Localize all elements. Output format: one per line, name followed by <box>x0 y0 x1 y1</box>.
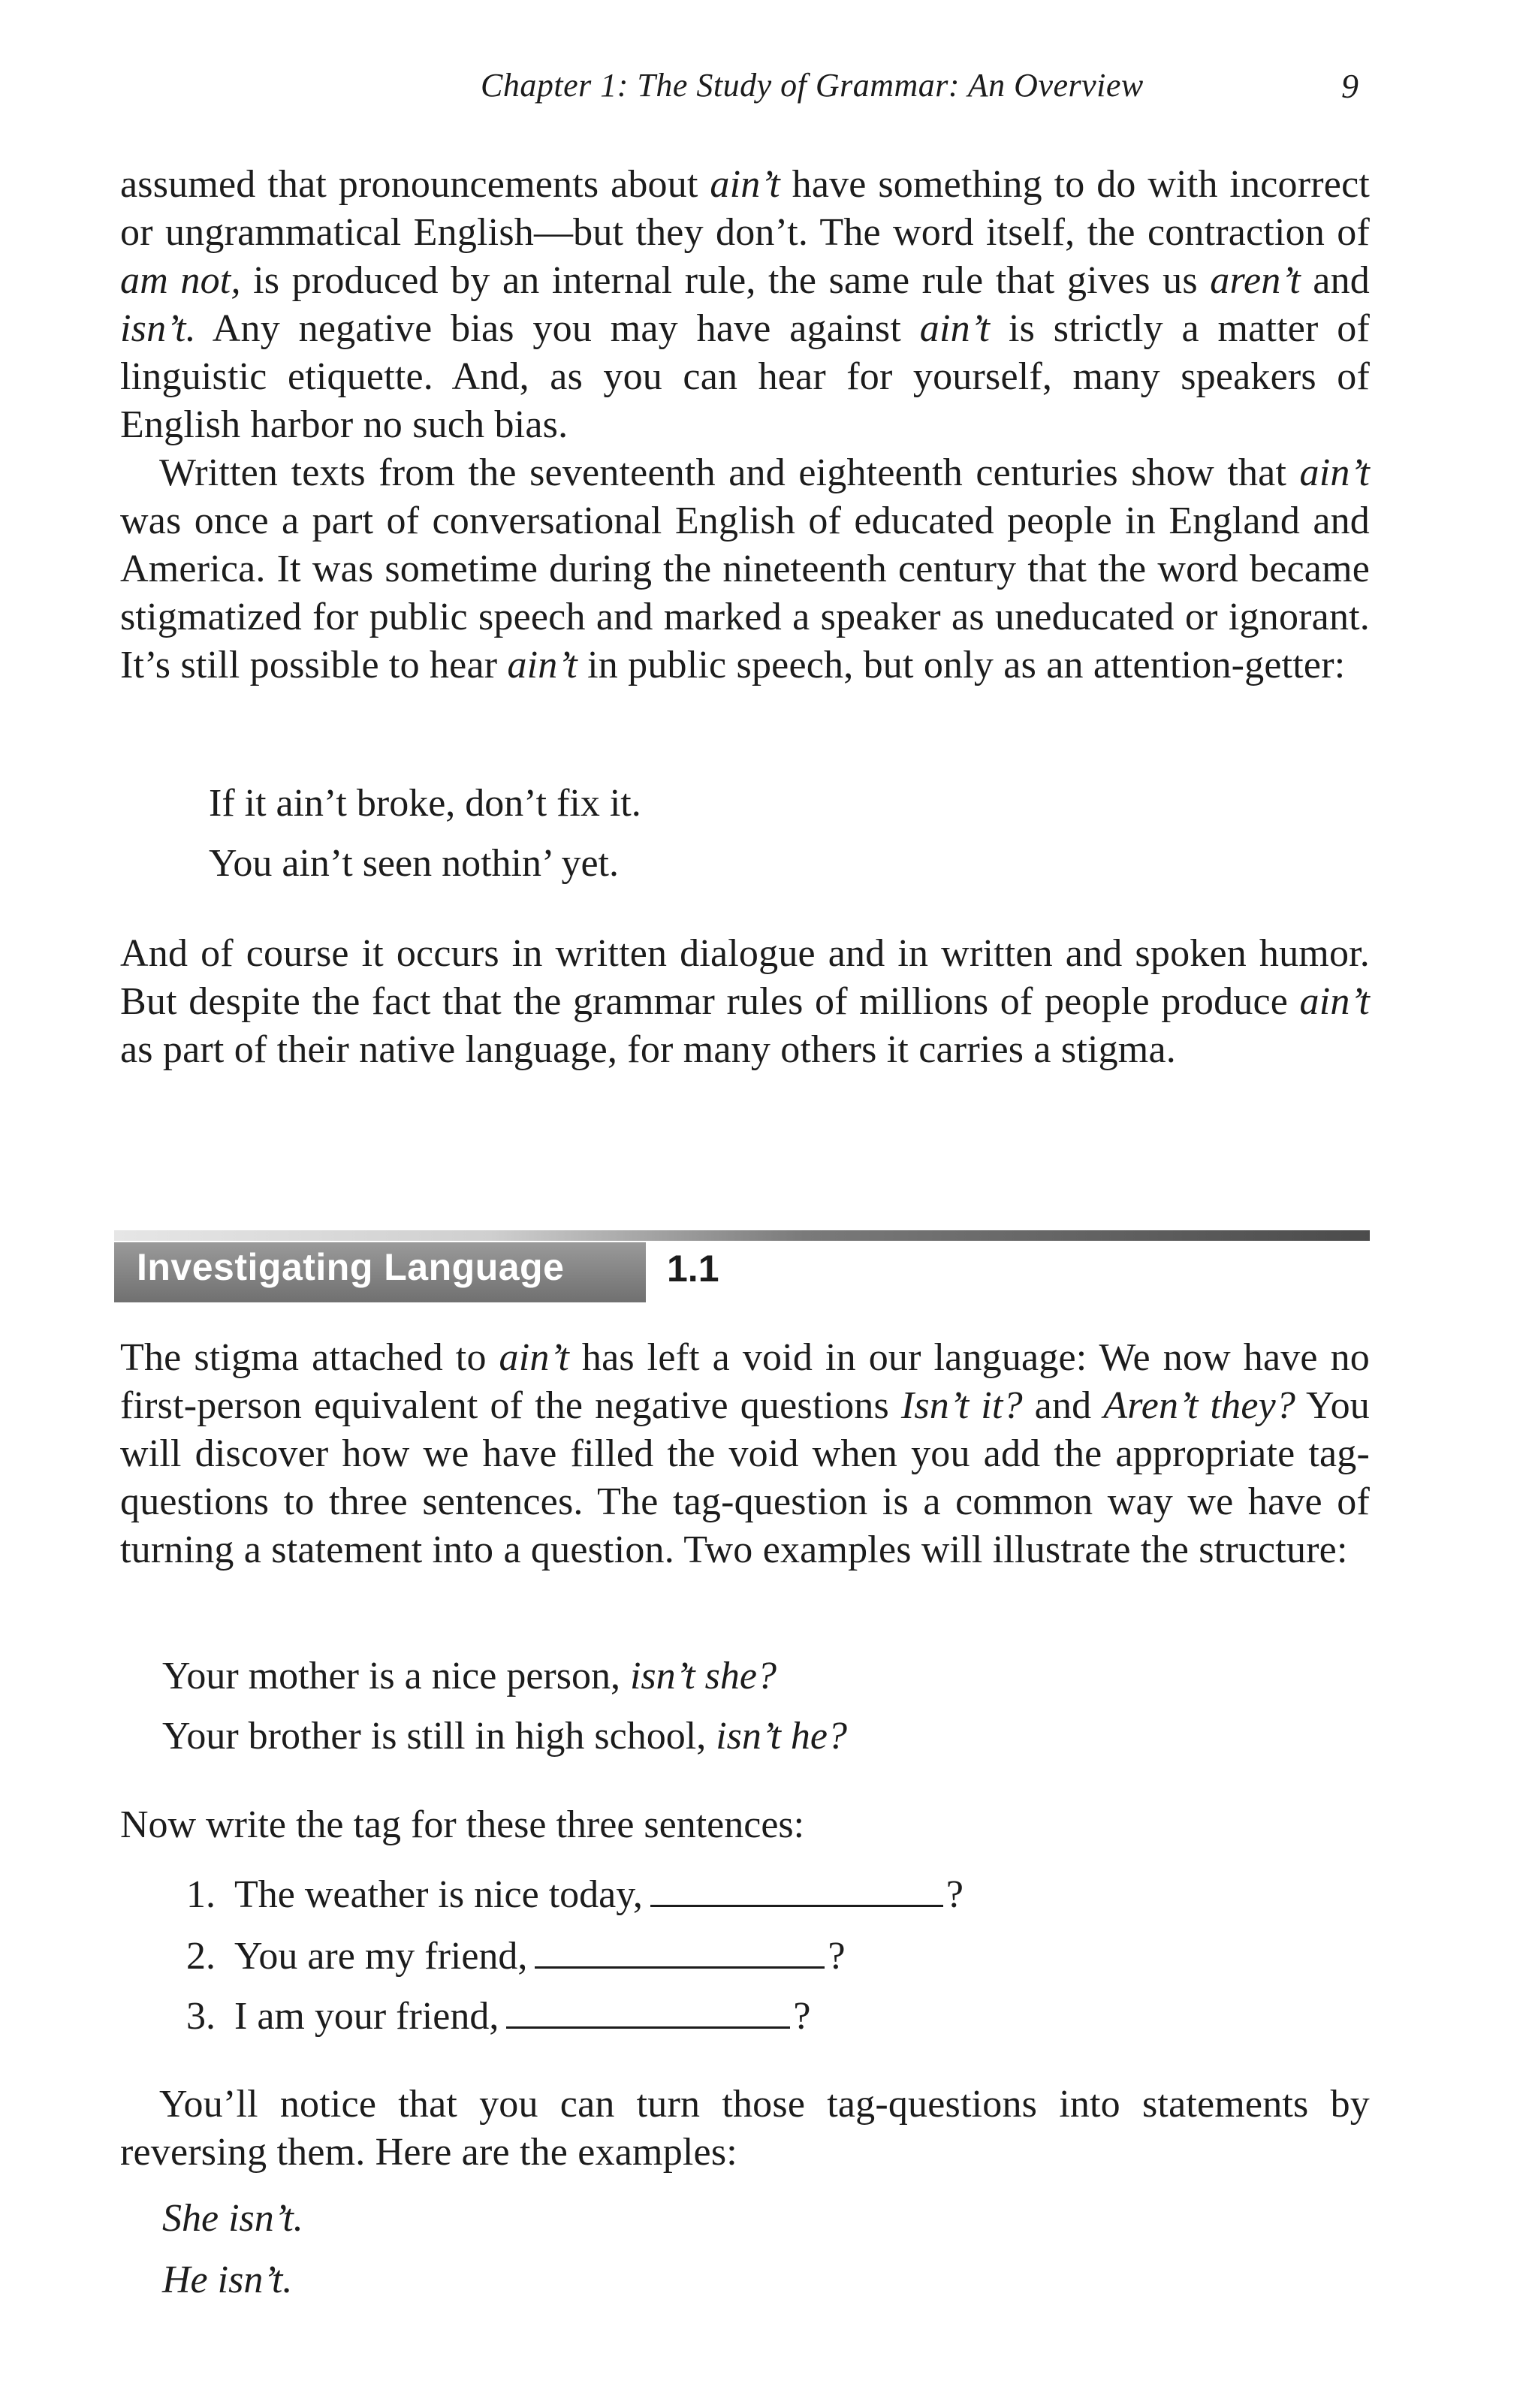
italic-term: Isn’t it? <box>900 1384 1023 1427</box>
tag-example <box>162 1652 777 1700</box>
italic-term: ain’t <box>499 1336 569 1379</box>
running-head: Chapter 1: The Study of Grammar: An Overview <box>481 67 1144 104</box>
section-title: Investigating Language <box>137 1246 565 1288</box>
text: and <box>1300 259 1370 302</box>
italic-tag: isn’t she? <box>629 1655 777 1697</box>
italic-tag: isn’t he? <box>716 1715 847 1758</box>
item-number: 1. <box>186 1873 216 1916</box>
section-heading <box>114 1224 1370 1305</box>
text: And of course it occurs in written dialogue and in written and spoken humor. But despite the fact that the grammar rules of millions of people produce <box>120 932 1370 1023</box>
text: The stigma attached to <box>120 1336 499 1379</box>
item-text: The weather is nice today, <box>234 1873 643 1916</box>
question-mark: ? <box>945 1873 964 1916</box>
paragraph-3 <box>120 930 1370 1074</box>
italic-answer: He isn’t. <box>162 2259 293 2301</box>
answer-blank[interactable] <box>506 1992 790 2029</box>
answer-example <box>162 2195 303 2243</box>
italic-term: ain’t <box>1299 451 1370 494</box>
italic-answer: She isn’t. <box>162 2197 303 2240</box>
text: have something to do with incorrect or ungrammatical English—but they don’t. The word itself, the contraction of <box>120 163 1370 254</box>
example-sentence: You ain’t seen nothin’ yet. <box>209 842 619 885</box>
exercise-item <box>186 1992 810 2041</box>
answer-blank[interactable] <box>650 1870 943 1907</box>
text: was once a part of conversational English of educated people in England and America. It was sometime during the nineteenth century that the word became stigmatized for public speech and marked a speaker as uneducated or ignorant. It’s still possible to hear <box>120 499 1370 686</box>
italic-term: Aren’t they? <box>1103 1384 1296 1427</box>
question-mark: ? <box>828 1935 846 1978</box>
question-mark: ? <box>793 1995 811 2038</box>
text: assumed that pronouncements about <box>120 163 710 206</box>
page-number: 9 <box>1341 67 1359 105</box>
italic-term: ain’t <box>507 644 578 686</box>
item-text: I am your friend, <box>234 1995 499 2038</box>
italic-term: ain’t <box>1299 980 1370 1023</box>
text: Written texts from the seventeenth and eighteenth centuries show that <box>159 451 1300 494</box>
text: is strictly a matter of linguistic etiquette. And, as you can hear for yourself, many speakers of English harbor no such bias. <box>120 307 1371 446</box>
text: Your mother is a nice person, <box>162 1655 630 1697</box>
answer-blank[interactable] <box>535 1932 825 1969</box>
text: is produced by an internal rule, the same rule that gives us <box>240 259 1211 302</box>
italic-term: isn’t. <box>120 307 196 350</box>
text: in public speech, but only as an attention-getter: <box>577 644 1346 686</box>
exercise-item <box>186 1932 846 1981</box>
tag-example <box>162 1712 847 1761</box>
heading-rule <box>114 1230 1370 1241</box>
item-number: 3. <box>186 1995 216 2038</box>
italic-term: ain’t <box>710 163 780 206</box>
text: Any negative bias you may have against <box>195 307 920 350</box>
paragraph-1 <box>120 161 1370 449</box>
item-number: 2. <box>186 1935 216 1978</box>
paragraph-2 <box>120 449 1370 690</box>
exercise-item <box>186 1870 964 1919</box>
item-text: You are my friend, <box>234 1935 528 1978</box>
italic-term: aren’t <box>1210 259 1301 302</box>
text: as part of their native language, for many others it carries a stigma. <box>120 1028 1176 1071</box>
section-number: 1.1 <box>667 1248 719 1290</box>
text: and <box>1022 1384 1104 1427</box>
text: has left a void in our language: We now have no first-person equivalent of the negative questions <box>120 1336 1370 1427</box>
paragraph-5 <box>120 2081 1370 2177</box>
paragraph-4 <box>120 1334 1370 1574</box>
example-sentence: If it ain’t broke, don’t fix it. <box>209 782 641 825</box>
text: You’ll notice that you can turn those tag-questions into statements by reversing them. Here are the examples: <box>120 2083 1370 2174</box>
text: You will discover how we have filled the void when you add the appropriate tag-questions to three sentences. The tag-question is a common way we have of turning a statement into a question. Two examples will illustrate the structure: <box>120 1384 1370 1571</box>
instruction: Now write the tag for these three sentences: <box>120 1803 805 1846</box>
text: Your brother is still in high school, <box>162 1715 716 1758</box>
italic-term: am not, <box>120 259 241 302</box>
answer-example <box>162 2256 292 2304</box>
italic-term: ain’t <box>919 307 991 350</box>
